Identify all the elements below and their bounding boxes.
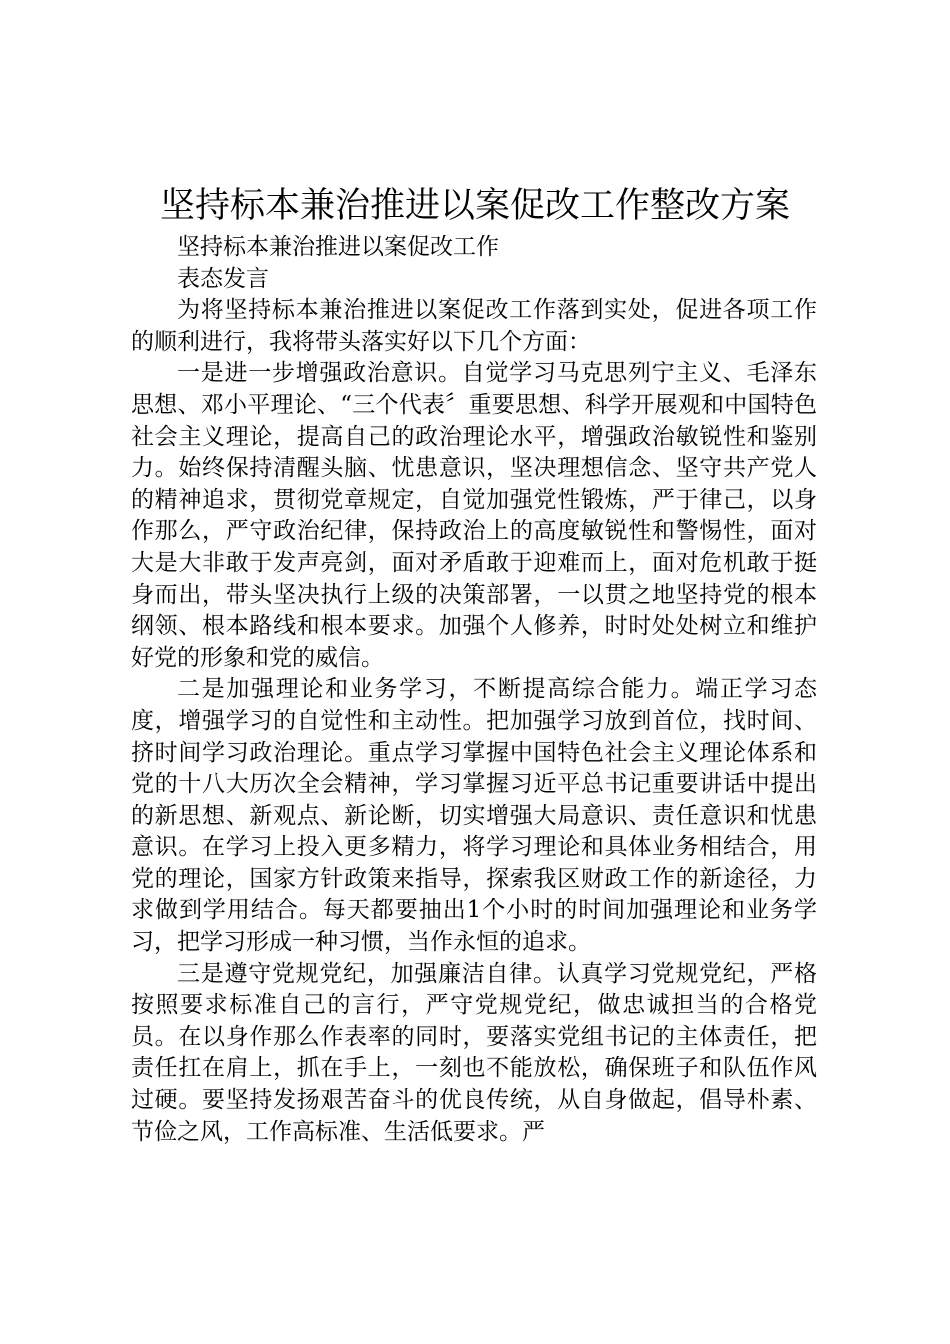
document-title: 坚持标本兼治推进以案促改工作整改方案	[159, 186, 790, 226]
subtitle-line-2: 表态发言	[177, 265, 269, 292]
paragraph-point-1: 一是进一步增强政治意识。自觉学习马克思列宁主义、毛泽东思想、邓小平理论、“三个代表〞重要思想、科学开展观和中国特色社会主义理论，提高自己的政治理论水平，增强政治敏锐性和鉴别力。始终保持清醒头脑、忧患意识，坚决理想信念、坚守共产党人的精神追求，贯彻党章规定，自觉加强党性锻炼，严于律己，以身作那么，严守政治纪律，保持政治上的高度敏锐性和警惕性，面对大是大非敢于发声亮剑，面对矛盾敢于迎难而上，面对危机敢于挺身而出，带头坚决执行上级的决策部署，一以贯之地坚持党的根本纲领、根本路线和根本要求。加强个人修养，时时处处树立和维护好党的形象和党的威信。	[131, 360, 817, 671]
document-body	[131, 232, 817, 1148]
subtitle-line-1: 坚持标本兼治推进以案促改工作	[177, 234, 499, 260]
paragraph-point-3: 三是遵守党规党纪，加强廉洁自律。认真学习党规党纪，严格按照要求标准自己的言行，严守党规党纪，做忠诚担当的合格党员。在以身作那么作表率的同时，要落实党组书记的主体责任，把责任扛在肩上，抓在手上，一刻也不能放松，确保班子和队伍作风过硬。要坚持发扬艰苦奋斗的优良传统，从自身做起，倡导朴素、节俭之风，工作高标准、生活低要求。严	[131, 960, 817, 1145]
paragraph-intro: 为将坚持标本兼治推进以案促改工作落到实处，促进各项工作的顺利进行，我将带头落实好以下几个方面：	[131, 297, 817, 355]
paragraph-point-2: 二是加强理论和业务学习，不断提高综合能力。端正学习态度，增强学习的自觉性和主动性。把加强学习放到首位，找时间、挤时间学习政治理论。重点学习掌握中国特色社会主义理论体系和党的十八大历次全会精神，学习掌握习近平总书记重要讲话中提出的新思想、新观点、新论断，切实增强大局意识、责任意识和忧患意识。在学习上投入更多精力，将学习理论和具体业务相结合，用党的理论，国家方针政策来指导，探索我区财政工作的新途径，力求做到学用结合。每天都要抽出1个小时的时间加强理论和业务学习，把学习形成一种习惯，当作永恒的追求。	[131, 676, 817, 956]
